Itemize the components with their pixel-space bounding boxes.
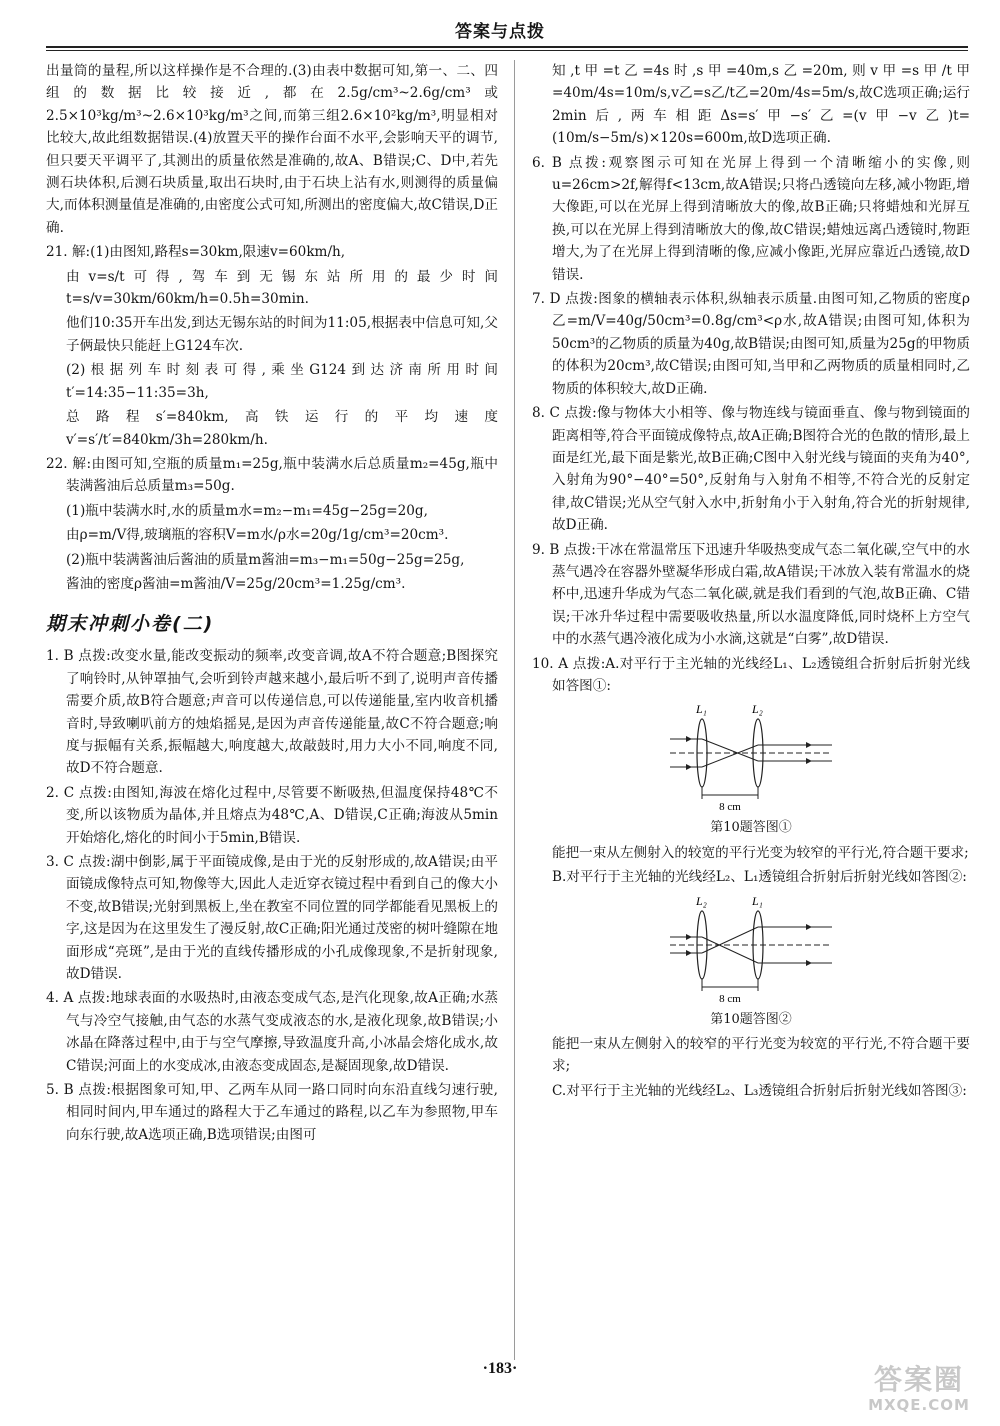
lens-diagram-svg [666,701,836,813]
header-rule-thin [46,50,968,51]
dimension-label: 8 cm [719,992,741,1005]
answer-item: 1. B 点拨:改变水量,能改变振动的频率,改变音调,故A不符合题意;B图探究了响铃时,从钟罩抽气,会听到铃声越来越小,最后听不到了,说明声音传播需要介质,故B符合题意;声音可以传递信息,可以传递能量,室内收音机播音时,导致喇叭前方的烛焰摇晃,是因为声音传递能量,故C不符合题意;响度与振幅有关系,振幅越大,响度越大,故敲鼓时,用力大小不同,响度不同,故D不符合题意. [46,648,498,777]
dimension-label: 8 cm [719,801,741,814]
lens-diagram-1 [532,701,970,813]
right-column [532,60,970,1104]
watermark-logo [844,1364,994,1422]
answer-item: 7. D 点拨:图象的横轴表示体积,纵轴表示质量.由图可知,乙物质的密度ρ乙=m/V=40g/50cm³=0.8g/cm³<ρ水,故A错误;由图可知,体积为50cm³的乙物质的质量为40g,故B错误;由图可知,质量为25g的甲物质的体积为20cm³,故C错误;由图可知,当甲和乙两物质的质量相同时,乙物质的体积较大,故D正确. [532,291,970,397]
lens-label: L₁ [752,893,763,908]
paragraph: 能把一束从左侧射入的较窄的平行光变为较宽的平行光,不符合题干要求; [552,1036,970,1075]
paragraph: 能把一束从左侧射入的较宽的平行光变为较窄的平行光,符合题干要求; [552,844,969,861]
arrow-head [806,758,812,764]
arrow-head [806,960,812,966]
watermark-text: 答案圈 [873,1363,964,1396]
answer-21-line: 由v=s/t可得,驾车到无锡东站所用的最少时间t=s/v=30km/60km/h=0.5h=30min. [66,268,498,308]
page-number: ·183· [482,1360,518,1377]
arrow-head [686,950,692,956]
light-ray [702,937,758,963]
answer-item: 6. B 点拨:观察图示可知在光屏上得到一个清晰缩小的实像,则u=26cm>2f,解得f<13cm,故A错误;只将凸透镜向左移,减小物距,增大像距,可以在光屏上得到清晰放大的像,故B正确;只将蜡烛和光屏互换,可以在光屏上得到清晰放大的像,故C错误;蜡烛远离凸透镜时,物距增大,为了在光屏上得到清晰的像,应减小像距,光屏应靠近凸透镜,故D错误. [532,154,970,283]
light-ray [702,927,758,953]
lens-diagram-2 [532,893,970,1005]
header-title: 答案与点拨 [455,22,545,42]
paragraph: 知,t甲=t乙=4s时,s甲=40m,s乙=20m,则v甲=s甲/t甲=40m/4s=10m/s,v乙=s乙/t乙=20m/4s=5m/s,故C选项正确;运行2min后,两车相距Δs=s′甲−s′乙=(v甲−v乙)t=(10m/s−5m/s)×120s=600m,故D选项正确. [552,63,970,147]
arrow-head [686,934,692,940]
answer-21-line: 总路程s′=840km,高铁运行的平均速度v′=s′/t′=840km/3h=280km/h. [66,409,498,448]
light-ray [702,739,758,761]
lens-label: L₂ [696,893,707,908]
column-divider [514,60,515,1360]
answer-item: 5. B 点拨:根据图象可知,甲、乙两车从同一路口同时向东沿直线匀速行驶,相同时间内,甲车通过的路程大于乙车通过的路程,以乙车为参照物,甲车向东行驶,故A选项正确,B选项错误;由图可 [46,1082,498,1143]
answer-22-line: (2)瓶中装满酱油后酱油的质量m酱油=m₃−m₁=50g−25g=25g, [66,551,465,568]
answer-item: 3. C 点拨:湖中倒影,属于平面镜成像,是由于光的反射形成的,故A错误;由平面镜成像特点可知,物像等大,因此人走近穿衣镜过程中看到自己的像大小不变,故B错误;光射到黑板上,坐在教室不同位置的同学都能看见黑板上的字,这是因为在这里发生了漫反射,故C正确;阳光通过茂密的树叶缝隙在地面形成“亮斑”,是由于光的直线传播形成的小孔成像现象,不是折射现象,故D错误. [46,854,498,983]
answer-22-line: (1)瓶中装满水时,水的质量m水=m₂−m₁=45g−25g=20g, [66,502,428,519]
answer-22-line: 酱油的密度ρ酱油=m酱油/V=25g/20cm³=1.25g/cm³. [66,575,406,592]
paragraph: 出量筒的量程,所以这样操作是不合理的.(3)由表中数据可知,第一、二、四组的数据比较接近,都在2.5g/cm³~2.6g/cm³或2.5×10³kg/m³~2.6×10³kg/m³之间,而第三组2.6×10²kg/m³,明显相对比较大,故此组数据错误.(4)放置天平的操作台面不水平,会影响天平的调节,但只要天平调平了,其测出的质量依然是准确的,故A、B错误;C、D中,若先测石块体积,后测石块质量,取出石块时,由于石块上沾有水,则测得的质量偏大,而体积测量值是准确的,由密度公式可知,所测出的密度偏大,故C错误,D正确. [46,63,498,236]
answer-21-line: 他们10:35开车出发,到达无锡东站的时间为11:05,根据表中信息可知,父子俩最快只能赶上G124车次. [66,315,498,354]
left-column [46,60,498,1148]
paragraph: C.对平行于主光轴的光线经L₂、L₃透镜组合折射后折射光线如答图③: [552,1082,967,1099]
header-rule [46,46,968,48]
answer-21-line: (2)根据列车时刻表可得,乘坐G124到达济南所用时间t′=14:35−11:35=3h, [66,362,498,401]
answer-21-head: 21. 解:(1)由图知,路程s=30km,限速v=60km/h, [46,244,346,261]
answer-item: 2. C 点拨:由图知,海波在熔化过程中,尽管要不断吸热,但温度保持48℃不变,所以该物质为晶体,并且熔点为48℃,A、D错误,C正确;海波从5min开始熔化,熔化的时间小于5min,B错误. [46,784,498,846]
section-heading: 期末冲刺小卷(二) [46,613,215,636]
paragraph: B.对平行于主光轴的光线经L₂、L₁透镜组合折射后折射光线如答图②: [552,869,967,886]
arrow-head [806,924,812,930]
lens-label: L₂ [752,702,763,717]
lens-diagram-svg [666,893,836,1005]
figure-caption: 第10题答图① [710,820,792,836]
figure-caption: 第10题答图② [710,1011,792,1027]
arrow-head [686,736,692,742]
watermark-url: MXQE.COM [868,1396,970,1414]
page-header [0,0,1000,52]
arrow-head [806,742,812,748]
answer-item: 8. C 点拨:像与物体大小相等、像与物连线与镜面垂直、像与物到镜面的距离相等,符合平面镜成像特点,故A正确;B图符合光的色散的情形,最上面是红光,最下面是紫光,故B正确;C图中入射光线与镜面的夹角为40°,入射角为90°−40°=50°,反射角与入射角不相等,不符合光的反射定律,故C错误;光从空气射入水中,折射角小于入射角,符合光的折射规律,故D正确. [532,405,970,534]
answer-item: 4. A 点拨:地球表面的水吸热时,由液态变成气态,是汽化现象,故A正确;水蒸气与冷空气接触,由气态的水蒸气变成液态的水,是液化现象,故B错误;小冰晶在降落过程中,由于与空气摩擦,导致温度升高,小冰晶会熔化成水,故C错误;河面上的水变成冰,由液态变成固态,是凝固现象,故D错误. [46,990,498,1074]
answer-item: 9. B 点拨:干冰在常温常压下迅速升华吸热变成气态二氧化碳,空气中的水蒸气遇冷在容器外壁凝华形成白霜,故A错误;干冰放入装有常温水的烧杯中,迅速升华成为气态二氧化碳,就是我们看到的气泡,故B正确、C错误;干冰升华过程中需要吸收热量,所以水温度降低,同时烧杯上方空气中的水蒸气遇冷液化成为小水滴,这就是“白雾”,故D错误. [532,541,970,648]
answer-22-head: 22. 解:由图可知,空瓶的质量m₁=25g,瓶中装满水后总质量m₂=45g,瓶中装满酱油后总质量m₃=50g. [46,455,498,495]
answer-item: 10. A 点拨:A.对平行于主光轴的光线经L₁、L₂透镜组合折射后折射光线如答图①: [532,655,970,694]
answer-22-line: 由ρ=m/V得,玻璃瓶的容积V=m水/ρ水=20g/1g/cm³=20cm³. [66,527,449,544]
arrow-head [686,764,692,770]
light-ray [702,745,758,767]
lens-label: L₁ [696,702,707,717]
